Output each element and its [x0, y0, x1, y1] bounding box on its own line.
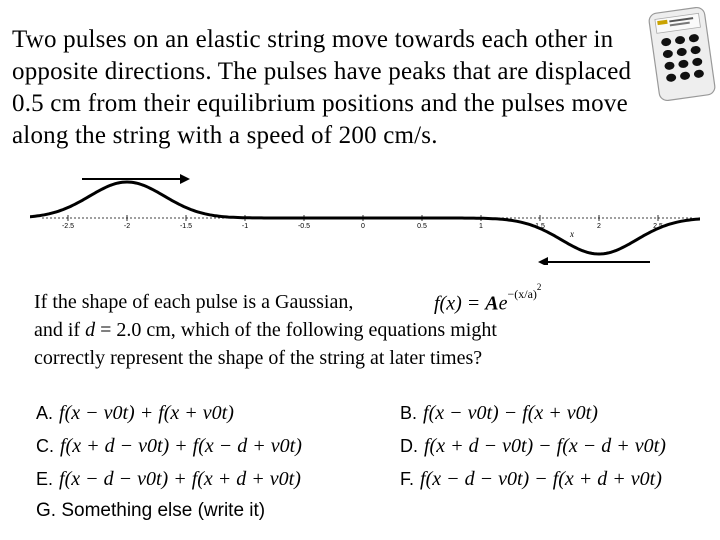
prompt-line-1: If the shape of each pulse is a Gaussian, [34, 291, 354, 313]
clicker-remote-icon [646, 4, 718, 104]
prompt-line-3: correctly represent the shape of the string at later times? [34, 347, 483, 369]
axis-tick-label: 1.5 [535, 223, 545, 230]
option-b[interactable]: B. f(x − v0t) − f(x + v0t) [400, 402, 598, 424]
question-intro: Two pulses on an elastic string move towards each other in opposite directions. The pulses have peaks that are displaced 0.5 cm from their equilibrium positions and the pulses move along the string with a speed of 200 cm/s. [12, 26, 632, 149]
axis-tick-label: -2 [123, 223, 131, 230]
axis-tick-label: 2 [597, 223, 601, 230]
axis-tick-label: -1.5 [179, 223, 193, 230]
gaussian-formula: $f(x) = Ae^{-(x/a)^2}$ [434, 282, 542, 315]
axis-tick-label: 0 [361, 223, 365, 230]
pulse-figure [30, 165, 700, 265]
axis-tick-label: -1 [241, 223, 249, 230]
prompt-line-2: and if d = 2.0 cm, which of the following equations might [34, 319, 497, 341]
option-g[interactable]: G. Something else (write it) [36, 500, 266, 521]
arrow-icon [538, 257, 650, 265]
axis-tick-label: -2.5 [61, 223, 75, 230]
axis-tick-label: -0.5 [297, 223, 311, 230]
axis-tick-label: 2.5 [653, 223, 663, 230]
option-c[interactable]: C. f(x + d − v0t) + f(x − d + v0t) [36, 435, 302, 457]
axis-tick-label: 0.5 [417, 223, 427, 230]
option-e[interactable]: E. f(x − d − v0t) + f(x + d + v0t) [36, 468, 301, 490]
axis-tick-label: 1 [479, 223, 483, 230]
option-d[interactable]: D. f(x + d − v0t) − f(x − d + v0t) [400, 435, 666, 457]
option-f[interactable]: F. f(x − d − v0t) − f(x + d + v0t) [400, 468, 662, 490]
axis-label-x: x [570, 229, 574, 239]
question-prompt [34, 282, 634, 372]
option-a[interactable]: A. f(x − v0t) + f(x + v0t) [36, 402, 234, 424]
